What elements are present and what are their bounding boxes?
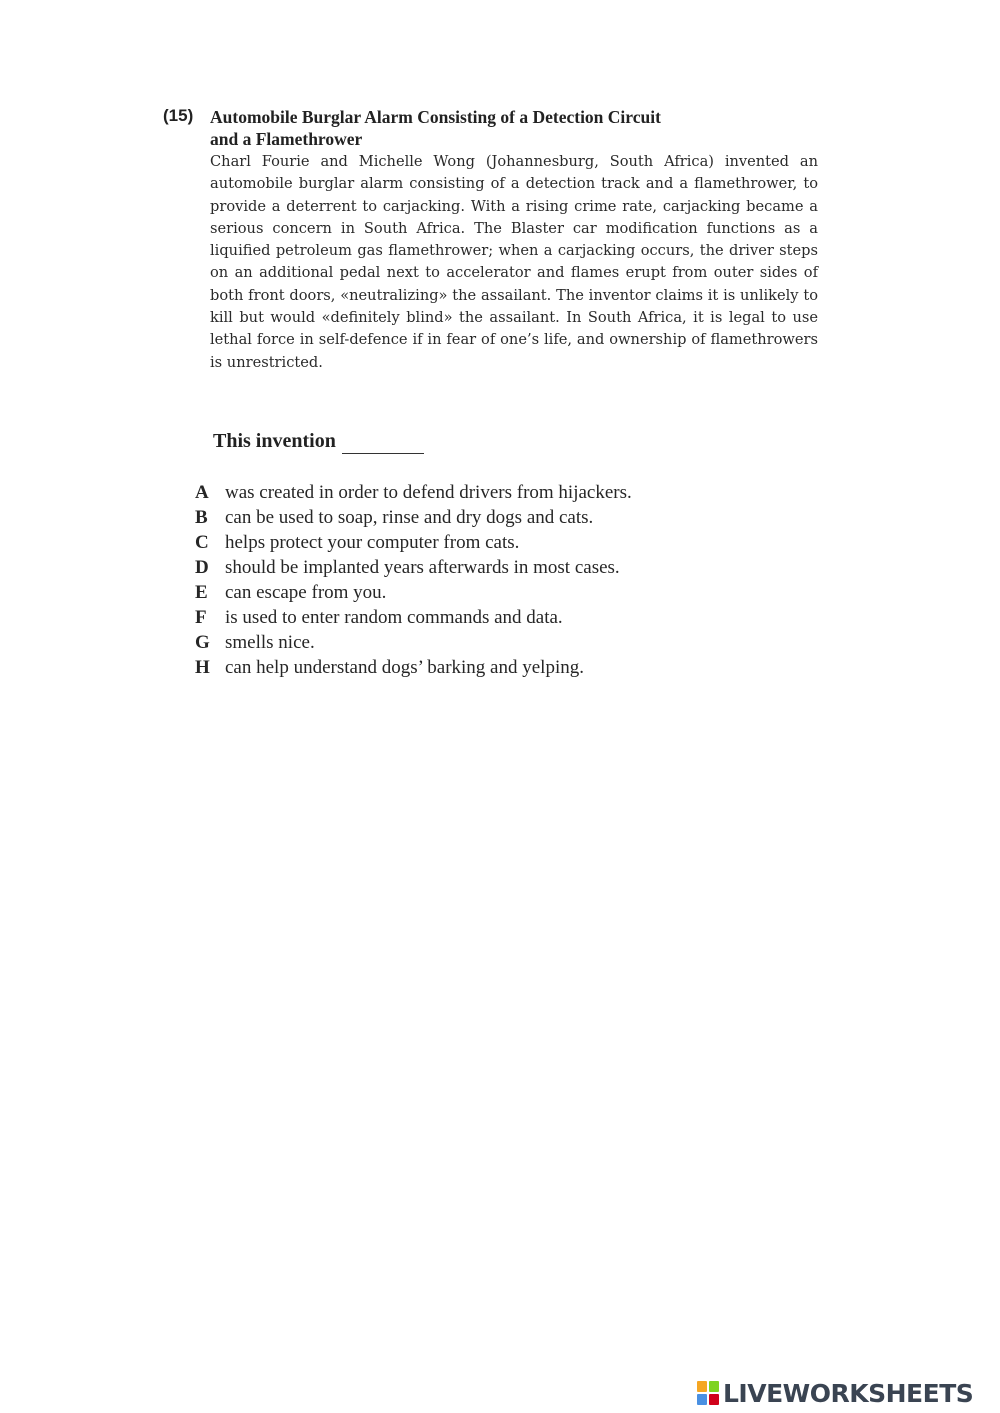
option-letter: A — [195, 482, 209, 503]
logo-square-icon — [709, 1394, 719, 1405]
option-c — [195, 530, 632, 555]
option-text: was created in order to defend drivers from hijackers. — [225, 482, 632, 503]
option-f — [195, 605, 632, 630]
option-text: helps protect your computer from cats. — [225, 532, 520, 553]
item-number: (15) — [163, 106, 194, 125]
option-letter: B — [195, 507, 208, 528]
item-title — [210, 106, 770, 150]
logo-square-icon — [697, 1394, 707, 1405]
option-d — [195, 555, 632, 580]
item-title-line-2: and a Flamethrower — [210, 129, 363, 149]
option-text: should be implanted years afterwards in most cases. — [225, 557, 620, 578]
option-letter: H — [195, 657, 210, 678]
option-letter: G — [195, 632, 210, 653]
option-a — [195, 480, 632, 505]
option-text: can help understand dogs’ barking and yelping. — [225, 657, 584, 678]
option-text: can escape from you. — [225, 582, 387, 603]
option-letter: D — [195, 557, 209, 578]
question-prompt — [213, 430, 424, 454]
prompt-text: This invention — [213, 430, 336, 452]
answer-blank[interactable] — [342, 430, 424, 454]
item-title-line-1: Automobile Burglar Alarm Consisting of a Detection Circuit — [210, 107, 661, 127]
logo-text: LIVEWORKSHEETS — [723, 1378, 974, 1408]
option-h — [195, 655, 632, 680]
option-text: is used to enter random commands and data. — [225, 607, 563, 628]
option-letter: F — [195, 607, 207, 628]
option-b — [195, 505, 632, 530]
option-letter: E — [195, 582, 208, 603]
answer-options-list — [195, 480, 632, 680]
option-text: smells nice. — [225, 632, 315, 653]
logo-square-icon — [697, 1381, 707, 1392]
reading-passage: Charl Fourie and Michelle Wong (Johannesburg, South Africa) invented an automobile burglar alarm consisting of a detection track and a flamethrower, to provide a deterrent to carjacking. With a rising crime rate, carjacking became a serious concern in South Africa. The Blaster car modification functions as a liquified petroleum gas flamethrower; when a carjacking occurs, the driver steps on an additional pedal next to accelerator and flames erupt from outer sides of both front doors, «neutralizing» the assailant. The inventor claims it is unlikely to kill but would «definitely blind» the assailant. In South Africa, it is legal to use lethal force in self-defence if in fear of one’s life, and ownership of flamethrowers is unrestricted. — [210, 153, 818, 371]
option-g — [195, 630, 632, 655]
logo-square-icon — [709, 1381, 719, 1392]
option-letter: C — [195, 532, 209, 553]
liveworksheets-logo-icon — [697, 1381, 719, 1405]
liveworksheets-logo — [697, 1378, 973, 1408]
option-text: can be used to soap, rinse and dry dogs and cats. — [225, 507, 594, 528]
option-e — [195, 580, 632, 605]
